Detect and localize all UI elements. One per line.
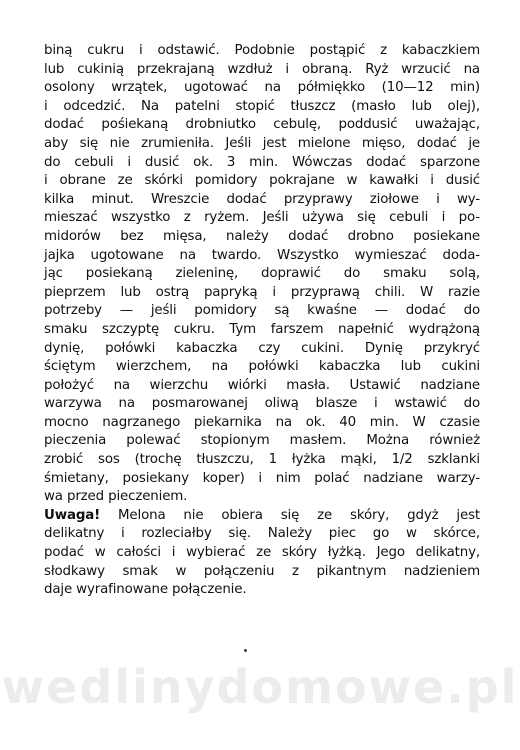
text-line: mocno nagrzanego piekarnika na ok. 40 min. W czasie	[44, 414, 480, 430]
text-line: pieprzem lub ostrą papryką i przyprawą chili. W razie	[44, 284, 480, 300]
note-first-line-text: Melona nie obiera się ze skóry, gdyż jest	[100, 507, 480, 523]
note-text-line: delikatny i rozleciałby się. Należy piec go w skórce,	[44, 526, 480, 542]
text-line: ściętym wierzchem, na połówki kabaczka lub cukini	[44, 359, 480, 375]
text-line: jajka ugotowane na twardo. Wszystko wymieszać doda-	[44, 247, 480, 263]
text-line: dodać pośiekaną drobniutko cebulę, poddusić uważając,	[44, 117, 480, 133]
text-line: mieszać wszystko z ryżem. Jeśli używa się cebuli i po-	[44, 210, 480, 226]
note-first-line	[44, 507, 480, 526]
text-line: położyć na wierzchu wiórki masła. Ustawić nadziane	[44, 377, 480, 393]
text-line: i obrane ze skórki pomidory pokrajane w kawałki i dusić	[44, 173, 480, 189]
recipe-text-block	[44, 42, 480, 600]
text-line: smaku szczyptę cukru. Tym farszem napełnić wydrążoną	[44, 321, 480, 337]
note-label: Uwaga!	[44, 507, 101, 523]
page-dot-mark	[244, 649, 247, 652]
note-paragraph	[44, 507, 480, 600]
text-line: wa przed pieczeniem.	[44, 489, 188, 505]
text-line: lub cukinią przekrajaną wzdłuż i obraną. Ryż wrzucić na	[44, 61, 480, 77]
text-line: aby się nie zrumieniła. Jeśli jest mielone mięso, dodać je	[44, 135, 480, 151]
note-text-line: słodkawy smak w połączeniu z pikantnym nadzieniem	[44, 563, 480, 579]
text-line: zrobić sos (trochę tłuszczu, 1 łyżka mąki, 1/2 szklanki	[44, 452, 480, 468]
text-line: warzywa na posmarowanej oliwą blasze i wstawić do	[44, 396, 480, 412]
text-line: osolony wrzątek, ugotować na półmiękko (10—12 min)	[44, 80, 480, 96]
text-line: pieczenia polewać stopionym masłem. Można również	[44, 433, 480, 449]
text-line: dynię, połówki kabaczka czy cukini. Dynię przykryć	[44, 340, 480, 356]
text-line: kilka minut. Wreszcie dodać przyprawy ziołowe i wy-	[44, 191, 480, 207]
watermark: wedlinydomowe.pl	[1, 660, 519, 714]
text-line: do cebuli i dusić ok. 3 min. Wówczas dodać sparzone	[44, 154, 480, 170]
text-line: midorów bez mięsa, należy dodać drobno posiekane	[44, 228, 480, 244]
note-text-line: podać w całości i wybierać ze skóry łyżką. Jego delikatny,	[44, 545, 480, 561]
text-line: jąc posiekaną zieleninę, doprawić do smaku solą,	[44, 266, 480, 282]
text-line: śmietany, posiekany koper) i nim polać nadziane warzy-	[44, 470, 480, 486]
text-line: potrzeby — jeśli pomidory są kwaśne — dodać do	[44, 303, 480, 319]
note-lines	[44, 525, 480, 599]
recipe-paragraph	[44, 42, 480, 507]
note-text-line: daje wyrafinowane połączenie.	[44, 582, 247, 598]
text-line: i odcedzić. Na patelni stopić tłuszcz (masło lub olej),	[44, 98, 480, 114]
text-line: biną cukru i odstawić. Podobnie postąpić z kabaczkiem	[44, 43, 480, 58]
